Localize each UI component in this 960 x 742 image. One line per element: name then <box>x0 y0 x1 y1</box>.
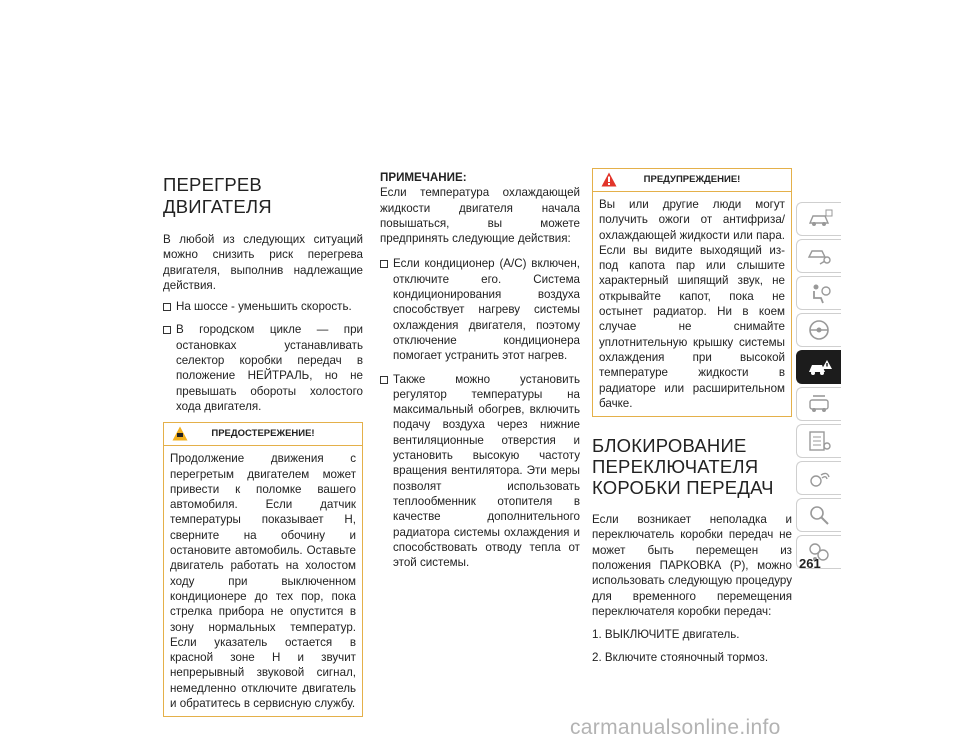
service-car-icon <box>807 393 833 415</box>
tab-safety[interactable] <box>796 276 841 310</box>
list-item: 2. Включите стояночный тормоз. <box>592 650 769 664</box>
note-bullet-list <box>380 256 580 570</box>
watermark: carmanualsonline.info <box>570 716 781 739</box>
column-right <box>592 168 792 672</box>
tab-multimedia[interactable] <box>796 461 841 495</box>
caution-box <box>163 422 363 717</box>
caution-header <box>164 423 362 446</box>
airbag-seat-icon <box>807 282 833 304</box>
section-title-shift-lock: БЛОКИРОВАНИЕ ПЕРЕКЛЮЧАТЕЛЯ КОРОБКИ ПЕРЕДАЧ <box>592 435 774 499</box>
warning-box <box>592 168 792 417</box>
note-intro: Если температура охлаждающей жидкости двигателя начала повышаться, вы можете предпринять следующие действия: <box>380 186 580 246</box>
overheat-bullet-list <box>163 299 363 414</box>
caution-text: Продолжение движения с перегретым двигателем может привести к поломке вашего автомобиля. Если датчик температуры показывает H, сверните на обочину и остановите автомобиль. Оставьте двигатель работать на холостом ходу при выключенном кондиционере до тех пор, пока стрелка прибора не опустится в зону нормальных температур. Если указатель остается в красной зоне H и звучит непрерывный звуковой сигнал, немедленно отключите двигатель и обратитесь в сервисную службу. <box>170 452 356 711</box>
column-middle <box>380 170 580 578</box>
warning-text: Вы или другие люди могут получить ожоги от антифриза/охлаждающей жидкости или пара. Если вы видите выходящий из-под капота пар или слышите характерный шипящий звук, не открывайте капот, пока не остынет радиатор. Ни в коем случае не снимайте уплотнительную крышку системы охлаждения при высокой температуре жидкости в радиаторе или расширительном бачке. <box>599 198 785 410</box>
tab-emergency[interactable] <box>796 350 841 384</box>
tab-search[interactable] <box>796 498 841 532</box>
chapter-tabs <box>796 202 842 572</box>
page-number: 261 <box>799 556 821 571</box>
list-item: 1. ВЫКЛЮЧИТЕ двигатель. <box>592 628 740 642</box>
caution-title: ПРЕДОСТЕРЕЖЕНИЕ! <box>211 428 315 440</box>
checkbox-bullet-icon <box>380 260 388 268</box>
list-item: На шоссе - уменьшить скорость. <box>163 299 363 314</box>
multimedia-icon <box>807 467 833 489</box>
list-item: В городском цикле — при остановках устанавливать селектор коробки передач в положение НЕЙТРАЛЬ, но не превышать обороты холостого хода двигателя. <box>163 322 363 414</box>
warning-title: ПРЕДУПРЕЖДЕНИЕ! <box>643 174 741 185</box>
car-info-icon <box>807 208 833 230</box>
warning-triangle-icon <box>172 426 188 441</box>
search-index-icon <box>807 504 833 526</box>
column-left <box>163 168 363 717</box>
list-item: Если кондиционер (A/C) включен, отключите его. Система кондиционирования воздуха способствует нагреву системы охлаждения двигателя, поэтому отключение кондиционера помогает устранить этот нагрев. <box>380 256 580 363</box>
checkbox-bullet-icon <box>163 303 171 311</box>
tab-service[interactable] <box>796 387 841 421</box>
tab-driving[interactable] <box>796 313 841 347</box>
tab-car-key[interactable] <box>796 239 841 273</box>
checkbox-bullet-icon <box>380 376 388 384</box>
steering-wheel-icon <box>807 319 833 341</box>
specs-list-icon <box>807 430 833 452</box>
warning-header <box>593 169 791 192</box>
tab-specs[interactable] <box>796 424 841 458</box>
note-title: ПРИМЕЧАНИЕ: <box>380 171 467 184</box>
section-title-overheat: ПЕРЕГРЕВ ДВИГАТЕЛЯ <box>163 174 272 217</box>
shift-lock-intro: Если возникает неполадка и переключатель коробки передач не может быть перемещен из положения ПАРКОВКА (P), можно использовать следующую процедуру для временного перемещения переключателя коробки передач: <box>592 513 792 618</box>
shift-lock-steps <box>592 627 792 665</box>
car-key-icon <box>807 245 833 267</box>
emergency-car-icon <box>807 356 833 378</box>
checkbox-bullet-icon <box>163 326 171 334</box>
tab-car-info[interactable] <box>796 202 841 236</box>
overheat-intro: В любой из следующих ситуаций можно снизить риск перегрева двигателя, выполнив надлежащие действия. <box>163 233 363 292</box>
list-item: Также можно установить регулятор температуры на максимальный обогрев, включить подачу воздуха через нижние вентиляционные отверстия и установить высокую частоту вращения вентилятора. Эти меры позволят использовать теплообменник отопителя в качестве дополнительного радиатора системы охлаждения и способствовать отводу тепла от этой системы. <box>380 372 580 571</box>
warning-triangle-icon <box>601 172 617 187</box>
